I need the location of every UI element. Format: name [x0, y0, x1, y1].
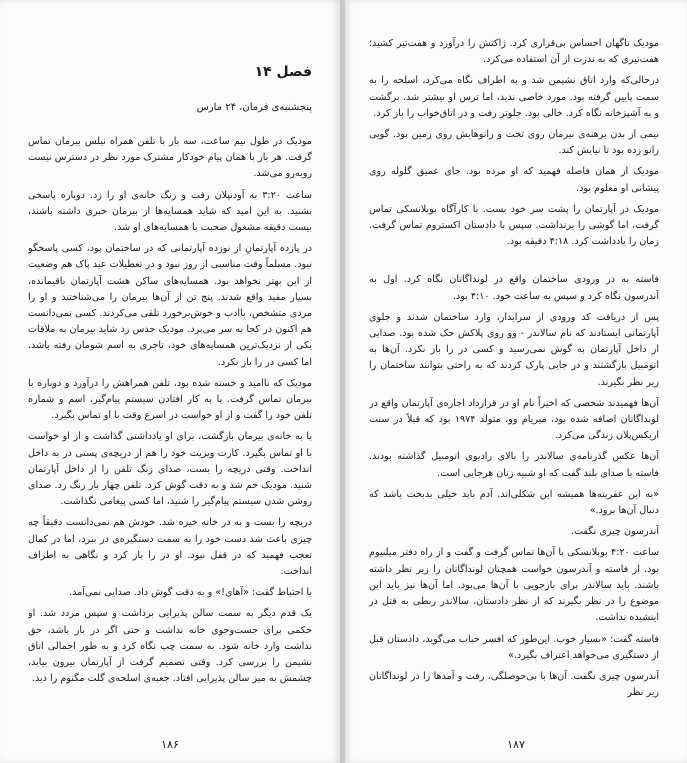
- watermark: ○: [31, 377, 75, 418]
- paragraph: نیمی از بدن برهنه‌ی بیرمان روی تخت و زانوهایش روی زمین بود. گویی زانو زده بود تا نیایش کند.: [369, 129, 659, 157]
- page-number: ۱۸۷: [507, 738, 525, 751]
- paragraph: در پازده آپارتمانِ از نوزده آپارتمانی که در ساختمان بود، کسی پاسخگو نبود. مسلماً وقت مناسبی از روز نبود و در تعطیلات عید پاک هم وضعیت از این بهتر نخواهد بود. همسایه‌های ساکن هشت آپارتمان باقیمانده، بسیار مفید واقع شدند. پنج تن از آن‌ها بیرمان را می‌شناختند و او را مردی متشخص، باادب و خوش‌برخورد تلقی می‌کردند. کسی نمی‌دانست هم اکنون در کجا به سر می‌برد. مودیک حدس زد شاید بیرمان به ملاقات یکی از نزدیک‌ترین همسایه‌های خود، تاجری به اسم شومان رفته باشد. اما کسی در را باز نکرد.: [28, 243, 312, 368]
- paragraph: آندرسون چیزی نگفت. آن‌ها با بی‌حوصلگی، رفت و آمدها را در لونداگاتان زیر نظر: [369, 670, 659, 699]
- paragraph: ساعت ۳:۲۰ به آودنپلان رفت و زنگ خانه‌ی او را زد. دوباره پاسخی نشنید. به این امید که شاید همسایه‌ها از بیرمان خبری داشته باشند، بیست دقیقه مشغول صحبت با همسایه‌های او شد.: [28, 189, 312, 234]
- right-page-body: [369, 36, 659, 726]
- paragraph: مودیک ناگهان احساس بی‌قراری کرد. ژاکتش را درآورد و هفت‌تیر کشید؛ هفت‌تیری که به ندرت از آن استفاده می‌کرد.: [369, 38, 659, 66]
- paragraph: فاسته گفت: «بسیار خوب. این‌طور که افسر حباب می‌گوید، دادستان قبل از دستگیری می‌خواهد اعتراف بگیرد.»: [369, 633, 659, 661]
- paragraph: مودیک در طول نیم ساعت، سه بار با تلفن همراه نیلس بیرمان تماس گرفت. هر بار با همان پیام خودکار مشترک مورد نظر در دسترس نیست روبه‌رو می‌شد.: [28, 136, 312, 180]
- paragraph: با احتیاط گفت: «آهای!» و به دقت گوش داد. صدایی نمی‌آمد.: [69, 587, 312, 599]
- paragraph: یک قدم دیگر به سمت سالن پذیرایی برداشت و سپس مردد شد. او حکمی برای جست‌وجوی خانه نداشت و حتی اگر در باز باشد، حق نداشت وارد خانه شود. به سمت چپ نگاه کرد و به طور اجمالی اتاق نشیمن را بررسی کرد. وقتی تصمیم گرفت از آپارتمان بیرون بیاید، چشمش به میز سالن پذیرایی افتاد. جعبه‌ی اسلحه‌ی گلت مگنوم را دید.: [28, 608, 312, 685]
- paragraph: دریچه را بست و به در خانه خیره شد. خودش هم نمی‌دانست دقیقاً چه چیزی باعث شد دست خود را به سمت دستگیره‌ی در ببرد، اما در کمال تعجب فهمید که در قفل نبود. او در را باز کرد و نگاهی به اطراف انداخت.: [28, 517, 312, 578]
- paragraph: فاسته به در ورودی ساختمان واقع در لونداگاتان نگاه کرد. اول به آندرسون نگاه کرد و سپس به ساعت خود. ۴:۱۰ بود.: [369, 274, 659, 302]
- page-number: ۱۸۶: [161, 738, 179, 751]
- right-page: [345, 0, 687, 763]
- paragraph: مودیک که ناامید و خسته شده بود، تلفن همراهش را درآورد و دوباره با بیرمان تماس گرفت. با به کار افتادن سیستم پیام‌گیر، اسم و شماره تلفن خود را گفت و از او خواست در اسرع وقت با او تماس بگیرد.: [28, 377, 312, 422]
- paragraph: درحالی‌که وارد اتاق نشیمن شد و به اطراف نگاه می‌کرد، اسلحه را به سمت پایین گرفته بود. مورد خاصی ندید، اما ترس او بیشتر شد. برگشت و به آشپزخانه نگاه کرد. خالی بود. جلوتر رفت و در اتاق‌خواب را باز کرد.: [369, 75, 659, 119]
- paragraph: آن‌ها فهمیدند شخصی که اخیراً نام او در قرارداد اجاره‌ی آپارتمان واقع در لونداگاتان اضافه شده بود، میریام وو، متولد ۱۹۷۴ بود که قبلاً در سنت اریکس‌پلان زندگی می‌کرد.: [369, 397, 659, 442]
- chapter-title: فصل ۱۴: [254, 64, 312, 80]
- paragraph: با به خانه‌ی بیرمان بازگشت، برای او یادداشتی گذاشت و از او خواست با او تماس بگیرد. کارت ویزیت خود را هم از دریچه‌ی پستی در به داخل انداخت. وقتی دریچه را بست، صدای زنگ تلفن را از داخل آپارتمان شنید. مودیک خم شد و به دقت گوش کرد. تلفن چهار بار زنگ زد. صدای روشن شدن سیستم پیام‌گیر را شنید، اما کسی پیغامی نگذاشت.: [28, 431, 312, 508]
- left-page-body: [28, 134, 312, 724]
- paragraph: پس از دریافت کد ورودی از سرایدار، وارد ساختمان شدند و جلوی آپارتمانی ایستادند که نام سالاندر - وو روی پلاکش حک شده بود. صدایی از داخل آپارتمان به گوش نمی‌رسید و کسی در را باز نکرد. آن‌ها به اتومبیل بازگشتند و در جایی پارک کردند که به راحتی بتوانند ساختمان را زیر نظر بگیرند.: [369, 311, 659, 388]
- paragraph: آن‌ها عکس گذرنامه‌ی سالاندر را بالای رادیوی اتومبیل گذاشته بودند. فاسته با صدای بلند گفت که او شبیه زنان هرجایی است.: [369, 451, 659, 479]
- chapter-date: پنجشنبه‌ی فرمان، ۲۴ مارس: [196, 102, 312, 113]
- paragraph: ساعت ۴:۲۰ بوبلانسکی با آن‌ها تماس گرفت و گفت و از راه دفتر میلنیوم بود. از فاسته و آندرسون خواست همچنان لونداگاتان را زیر نظر داشته باشند. باید سالاندر برای بازجویی با آن‌ها می‌بود. اما آن‌ها نیز باید این موضوع را در نظر بگیرند که از نظر دادستان، سالاندر ربطی به قتل در اینشیده نداشت.: [369, 547, 659, 624]
- paragraph: مودیک در آپارتمان را پشت سر خود بست. با کارآگاه بوبلانسکی تماس گرفت، اما گوشی را برنداشت. سپس با دادستان اکستروم تماس گرفت. زمان را یادداشت کرد. ۴:۱۸ دقیقه بود.: [369, 203, 659, 248]
- paragraph: «به این عفریته‌ها همیشه این شکلی‌اند. آدم باید خیلی بدبخت باشد که دنبال آن‌ها برود.»: [369, 488, 659, 517]
- paragraph: مودیک از همان فاصله فهمید که او مرده بود. جای عمیق گلوله روی پیشانی او معلوم بود.: [369, 166, 659, 194]
- left-page: [0, 0, 340, 763]
- paragraph: آندرسون چیزی نگفت.: [570, 526, 659, 538]
